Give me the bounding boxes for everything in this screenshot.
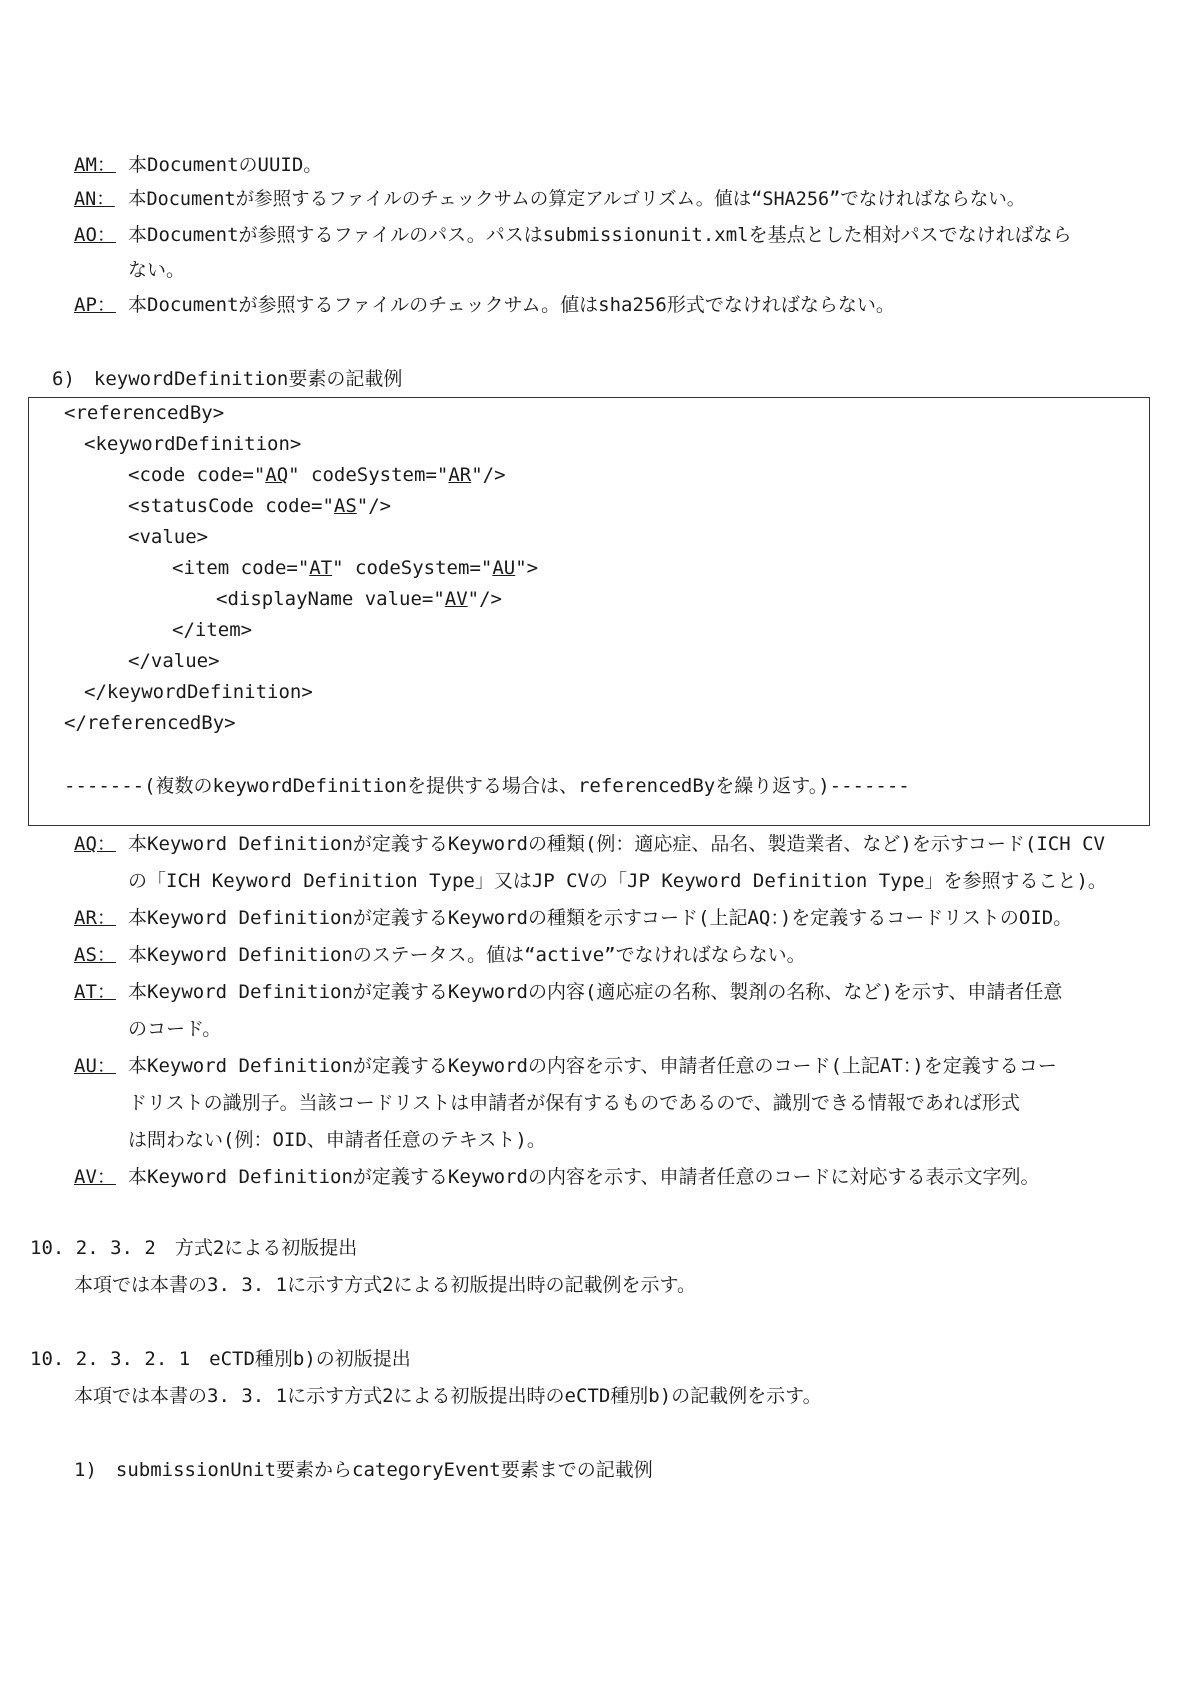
def-text: 本Keyword Definitionが定義するKeywordの種類を示すコード(上記AQ：)を定義するコードリストのOID。 — [128, 907, 1073, 929]
code-text: "/> — [471, 464, 506, 486]
code-note: -------(複数のkeywordDefinitionを提供する場合は、referencedByを繰り返す。)------- — [64, 775, 910, 797]
def-ao-cont: ない。 — [128, 259, 186, 281]
code-line-value-open: <value> — [128, 526, 209, 548]
def-text: 本DocumentのUUID。 — [128, 154, 323, 176]
code-text: "/> — [467, 588, 502, 610]
def-text: 本Keyword Definitionのステータス。値は“active”でなければならない。 — [128, 944, 806, 966]
def-as — [74, 942, 806, 968]
def-text: 本Documentが参照するファイルのチェックサムの算定アルゴリズム。値は“SHA256”でなければならない。 — [128, 189, 1026, 210]
code-text: "> — [515, 557, 539, 579]
def-aq-cont: の「ICH Keyword Definition Type」又はJP CVの「JP Keyword Definition Type」を参照すること)。 — [128, 870, 1107, 892]
code-text: " codeSystem=" — [332, 557, 493, 579]
placeholder-aq: AQ — [265, 464, 289, 486]
section-102321-body: 本項では本書の3. 3. 1に示す方式2による初版提出時のeCTD種別b)の記載例を示す。 — [74, 1385, 822, 1407]
code-text: <displayName value=" — [216, 588, 445, 610]
section-10232-heading: 10. 2. 3. 2 方式2による初版提出 — [30, 1237, 358, 1259]
code-text: "/> — [356, 495, 392, 517]
def-text: 本Documentが参照するファイルのチェックサム。値はsha256形式でなければならない。 — [128, 294, 895, 316]
code-line-referencedby-open: <referencedBy> — [64, 402, 225, 424]
def-text: 本Keyword Definitionが定義するKeywordの種類(例：適応症、品名、製造業者、など)を示すコード(ICH CV — [128, 833, 1105, 855]
def-au-cont-1: ドリストの識別子。当該コードリストは申請者が保有するものであるので、識別できる情報であれば形式 — [128, 1092, 1020, 1114]
code-line-keyworddef-close: </keywordDefinition> — [84, 681, 313, 703]
code-line-referencedby-close: </referencedBy> — [64, 712, 236, 734]
code-line-statuscode — [128, 493, 391, 519]
code-line-code — [128, 462, 506, 488]
def-at — [74, 979, 1062, 1005]
item-1-heading: 1) submissionUnit要素からcategoryEvent要素までの記載例 — [74, 1459, 653, 1481]
section-102321-heading: 10. 2. 3. 2. 1 eCTD種別b)の初版提出 — [30, 1348, 411, 1370]
def-label: AV： — [74, 1166, 116, 1188]
def-label: AN： — [74, 189, 115, 210]
def-an — [74, 187, 1025, 213]
def-av — [74, 1164, 1039, 1190]
def-text: 本Keyword Definitionが定義するKeywordの内容を示す、申請者任意のコードに対応する表示文字列。 — [128, 1166, 1040, 1188]
def-au — [74, 1053, 1057, 1079]
def-au-cont-2: は問わない(例：OID、申請者任意のテキスト)。 — [128, 1129, 546, 1151]
code-line-item-close: </item> — [172, 619, 253, 641]
def-am — [74, 152, 322, 178]
code-line-item — [172, 555, 538, 581]
placeholder-av: AV — [444, 588, 468, 610]
placeholder-au: AU — [492, 557, 516, 579]
code-text: <statusCode code=" — [128, 495, 334, 517]
def-text: 本Keyword Definitionが定義するKeywordの内容を示す、申請者任意のコード(上記AT：)を定義するコー — [128, 1055, 1057, 1077]
code-text: <item code=" — [172, 557, 310, 579]
code-line-displayname — [216, 586, 502, 612]
section-6-heading: 6) keywordDefinition要素の記載例 — [52, 368, 403, 390]
def-text: 本Keyword Definitionが定義するKeywordの内容(適応症の名称、製剤の名称、など)を示す、申請者任意 — [128, 981, 1063, 1003]
code-line-value-close: </value> — [128, 650, 220, 672]
def-ap — [74, 292, 895, 318]
def-ao — [74, 222, 1072, 248]
def-ar — [74, 905, 1072, 931]
def-label: AR： — [74, 907, 116, 929]
def-label: AT： — [74, 981, 116, 1003]
def-label: AU： — [74, 1055, 116, 1077]
def-aq — [74, 831, 1105, 857]
code-text: " codeSystem=" — [288, 464, 449, 486]
code-line-keyworddef-open: <keywordDefinition> — [84, 433, 302, 455]
placeholder-as: AS — [333, 495, 357, 517]
placeholder-ar: AR — [448, 464, 472, 486]
def-label: AO： — [74, 224, 116, 246]
def-label: AQ： — [74, 833, 116, 855]
def-text: 本Documentが参照するファイルのパス。パスはsubmissionunit.xmlを基点とした相対パスでなければなら — [128, 224, 1072, 246]
def-label: AS： — [74, 944, 116, 966]
def-label: AP： — [74, 294, 116, 316]
def-at-cont: のコード。 — [128, 1018, 222, 1040]
def-label: AM： — [74, 154, 116, 176]
section-10232-body: 本項では本書の3. 3. 1に示す方式2による初版提出時の記載例を示す。 — [74, 1274, 696, 1296]
placeholder-at: AT — [309, 557, 333, 579]
code-text: <code code=" — [128, 464, 266, 486]
